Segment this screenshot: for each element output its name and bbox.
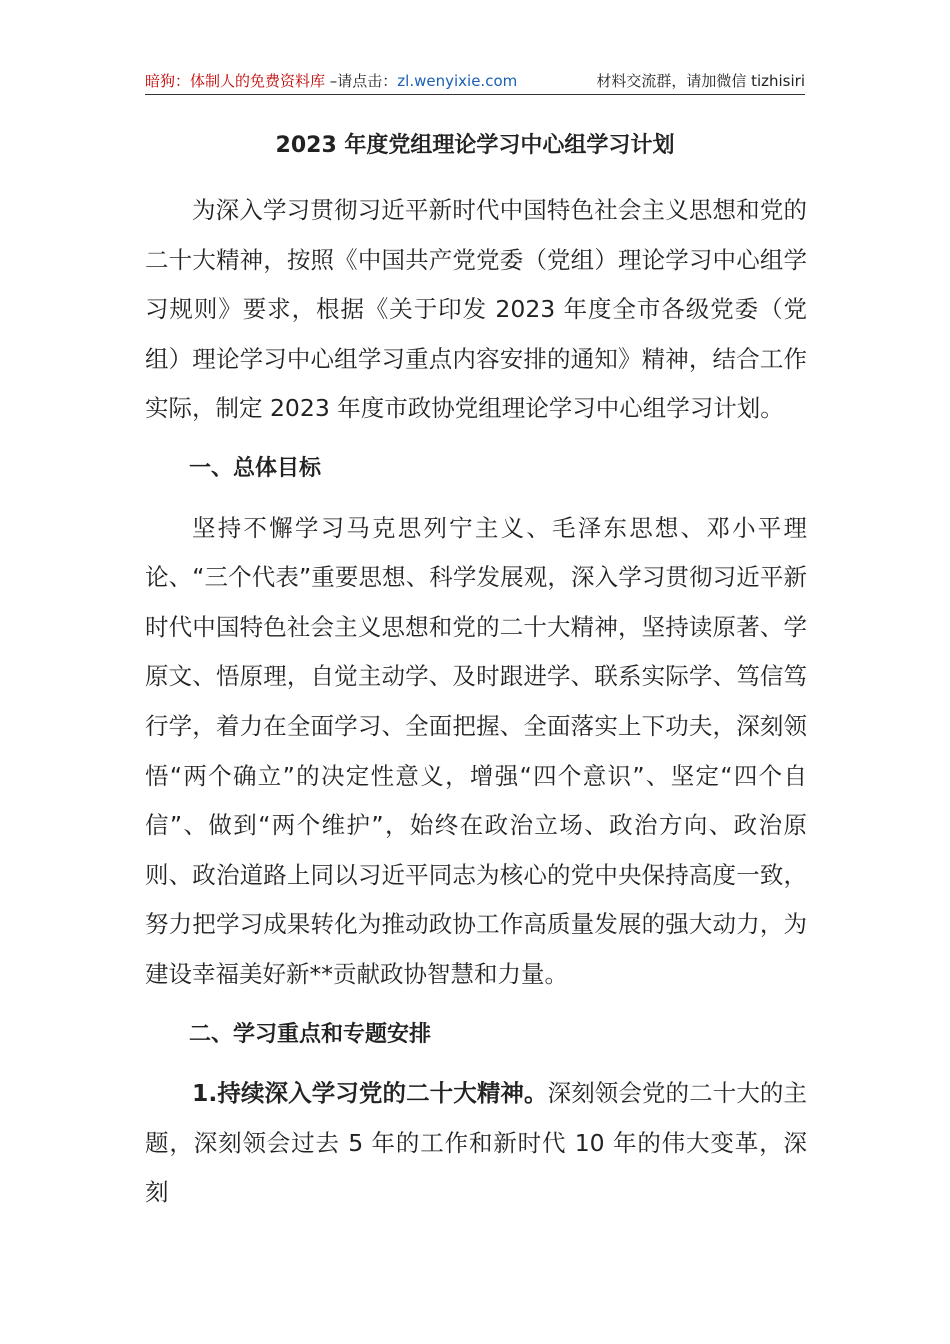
document-body bbox=[145, 186, 807, 1218]
header-source-label: 暗狗：体制人的免费资料库 bbox=[145, 72, 326, 90]
topic-item-1 bbox=[145, 1069, 807, 1218]
document-title: 2023 年度党组理论学习中心组学习计划 bbox=[275, 133, 675, 158]
topic-item-1-body: 深刻领会党的二十大的主题，深刻领会过去 5 年的工作和新时代 10 年的伟大变革，深刻 bbox=[145, 1079, 807, 1207]
header-wechat-note: 材料交流群，请加微信 tizhisiri bbox=[596, 72, 805, 90]
goals-paragraph: 坚持不懈学习马克思列宁主义、毛泽东思想、邓小平理论、“三个代表”重要思想、科学发展观，深入学习贯彻习近平新时代中国特色社会主义思想和党的二十大精神，坚持读原著、学原文、悟原理，自觉主动学、及时跟进学、联系实际学、笃信笃行学，着力在全面学习、全面把握、全面落实上下功夫，深刻领悟“两个确立”的决定性意义，增强“四个意识”、坚定“四个自信”、做到“两个维护”，始终在政治立场、政治方向、政治原则、政治道路上同以习近平同志为核心的党中央保持高度一致，努力把学习成果转化为推动政协工作高质量发展的强大动力，为建设幸福美好新**贡献政协智慧和力量。 bbox=[145, 513, 807, 988]
section-heading-goals: 一、总体目标 bbox=[189, 455, 322, 481]
header-click-prompt: –请点击： bbox=[325, 72, 398, 90]
topic-item-1-lead: 1.持续深入学习党的二十大精神。 bbox=[192, 1079, 548, 1108]
header-link[interactable]: zl.wenyixie.com bbox=[397, 72, 518, 90]
section-heading-topics: 二、学习重点和专题安排 bbox=[189, 1021, 432, 1047]
page-header bbox=[145, 68, 805, 95]
intro-paragraph: 为深入学习贯彻习近平新时代中国特色社会主义思想和党的二十大精神，按照《中国共产党党委（党组）理论学习中心组学习规则》要求，根据《关于印发 2023 年度全市各级党委（党组）理论学习中心组学习重点内容安排的通知》精神，结合工作实际，制定 2023 年度市政协党组理论学习中心组学习计划。 bbox=[145, 196, 807, 423]
